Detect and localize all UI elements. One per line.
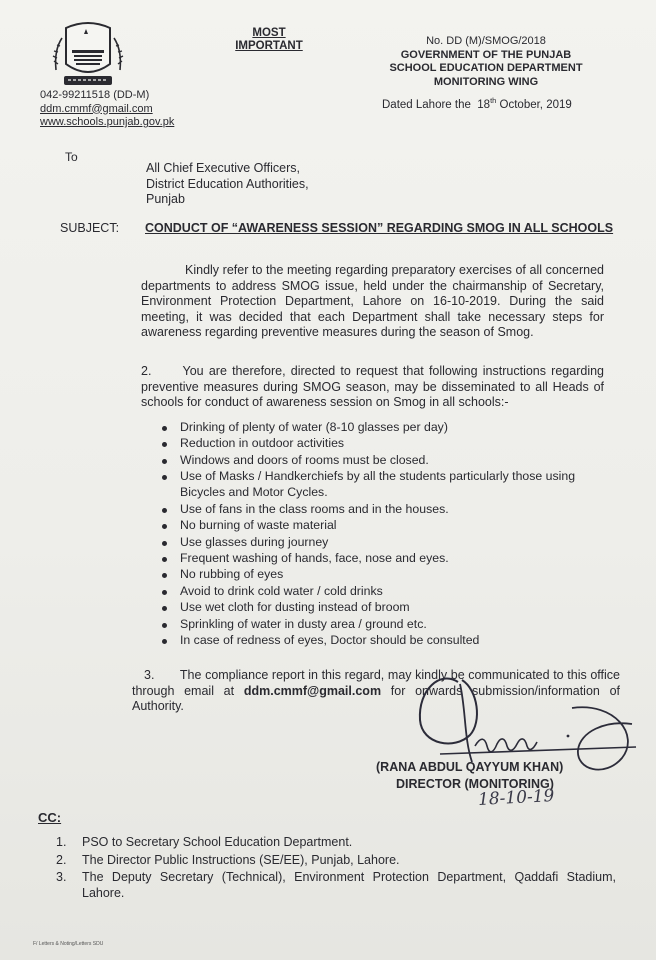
instructions-list bbox=[162, 420, 622, 650]
bullet-icon bbox=[162, 508, 167, 513]
list-item: Windows and doors of rooms must be closed. bbox=[162, 453, 622, 469]
org-line-wing: MONITORING WING bbox=[433, 75, 539, 88]
bullet-icon bbox=[162, 459, 167, 464]
file-path-footer: F/ Letters & Noting/Letters SDU bbox=[33, 941, 104, 947]
bullet-icon bbox=[162, 541, 167, 546]
to-label: To bbox=[65, 150, 78, 164]
subject-text: CONDUCT OF “AWARENESS SESSION” REGARDING SMOG IN ALL SCHOOLS bbox=[145, 221, 614, 235]
cc-item: 2. The Director Public Instructions (SE/EE), Punjab, Lahore. bbox=[56, 852, 400, 867]
cc-item: 3. The Deputy Secretary (Technical), Environment Protection Department, Qaddafi Stadium, Lahore. bbox=[56, 870, 616, 900]
list-item: Avoid to drink cold water / cold drinks bbox=[162, 584, 622, 600]
bullet-icon bbox=[162, 524, 167, 529]
paragraph-3: 3. The compliance report in this regard, may kindly be communicated to this office through email at ddm.cmmf@gmail.com for onwards submission/information of Authority. bbox=[132, 668, 621, 714]
paragraph-2: 2. You are therefore, directed to request that following instructions regarding preventive measures during SMOG season, may be disseminated to all Heads of schools for conduct of awareness session on Smog in all schools:- bbox=[141, 364, 604, 410]
list-item: Sprinkling of water in dusty area / ground etc. bbox=[162, 617, 622, 633]
list-item: No burning of waste material bbox=[162, 518, 622, 534]
bullet-icon bbox=[162, 590, 167, 595]
website-link[interactable]: www.schools.punjab.gov.pk bbox=[40, 116, 175, 128]
bullet-icon bbox=[162, 623, 167, 628]
list-item: Use glasses during journey bbox=[162, 535, 622, 551]
bullet-icon bbox=[162, 557, 167, 562]
paragraph-1: Kindly refer to the meeting regarding preparatory exercises of all concerned departments to address SMOG issue, held under the chairmanship of Secretary, Environment Protection Department, Lahore on 16-10-2019. During the said meeting, it was decided that each Department shall take necessary steps for awareness regarding preventive measures during the season of Smog. bbox=[141, 263, 604, 340]
bullet-icon bbox=[162, 573, 167, 578]
cc-list bbox=[56, 835, 616, 903]
bullet-icon bbox=[162, 606, 167, 611]
signatory-title: DIRECTOR (MONITORING) bbox=[396, 777, 554, 791]
list-item: Use wet cloth for dusting instead of broom bbox=[162, 600, 622, 616]
org-line-government: GOVERNMENT OF THE PUNJAB bbox=[400, 48, 572, 61]
contact-block bbox=[40, 89, 174, 130]
org-line-department: SCHOOL EDUCATION DEPARTMENT bbox=[389, 62, 583, 74]
list-item: Frequent washing of hands, face, nose and eyes. bbox=[162, 551, 622, 567]
list-item: No rubbing of eyes bbox=[162, 567, 622, 583]
priority-label: MOST IMPORTANT bbox=[235, 27, 303, 52]
cc-item: 1. PSO to Secretary School Education Department. bbox=[56, 835, 353, 849]
handwritten-date: 18-10-19 bbox=[477, 786, 555, 810]
reference-number: No. DD (M)/SMOG/2018 bbox=[426, 35, 546, 47]
cc-label: CC: bbox=[38, 810, 62, 825]
compliance-email-link[interactable]: ddm.cmmf@gmail.com bbox=[243, 683, 382, 698]
list-item: In case of redness of eyes, Doctor should be consulted bbox=[162, 633, 622, 649]
phone-number: 042-99211518 (DD-M) bbox=[40, 89, 150, 101]
bullet-icon bbox=[162, 442, 167, 447]
addressee-block: All Chief Executive Officers, District Education Authorities, Punjab bbox=[146, 161, 309, 206]
list-item: Use of Masks / Handkerchiefs by all the students particularly those using Bicycles and Motor Cycles. bbox=[162, 469, 622, 500]
bullet-icon bbox=[162, 639, 167, 644]
list-item: Use of fans in the class rooms and in the houses. bbox=[162, 502, 622, 518]
dated-line: Dated Lahore the 18th October, 2019 bbox=[382, 96, 572, 111]
bullet-icon bbox=[162, 475, 167, 480]
subject-label: SUBJECT: bbox=[60, 221, 120, 235]
list-item: Reduction in outdoor activities bbox=[162, 436, 622, 452]
issuing-office-block bbox=[356, 35, 616, 89]
email-link[interactable]: ddm.cmmf@gmail.com bbox=[40, 102, 153, 115]
punjab-emblem-logo bbox=[48, 20, 128, 92]
bullet-icon bbox=[162, 426, 167, 431]
signatory-name: (RANA ABDUL QAYYUM KHAN) bbox=[376, 760, 564, 774]
list-item: Drinking of plenty of water (8-10 glasses per day) bbox=[162, 420, 622, 436]
